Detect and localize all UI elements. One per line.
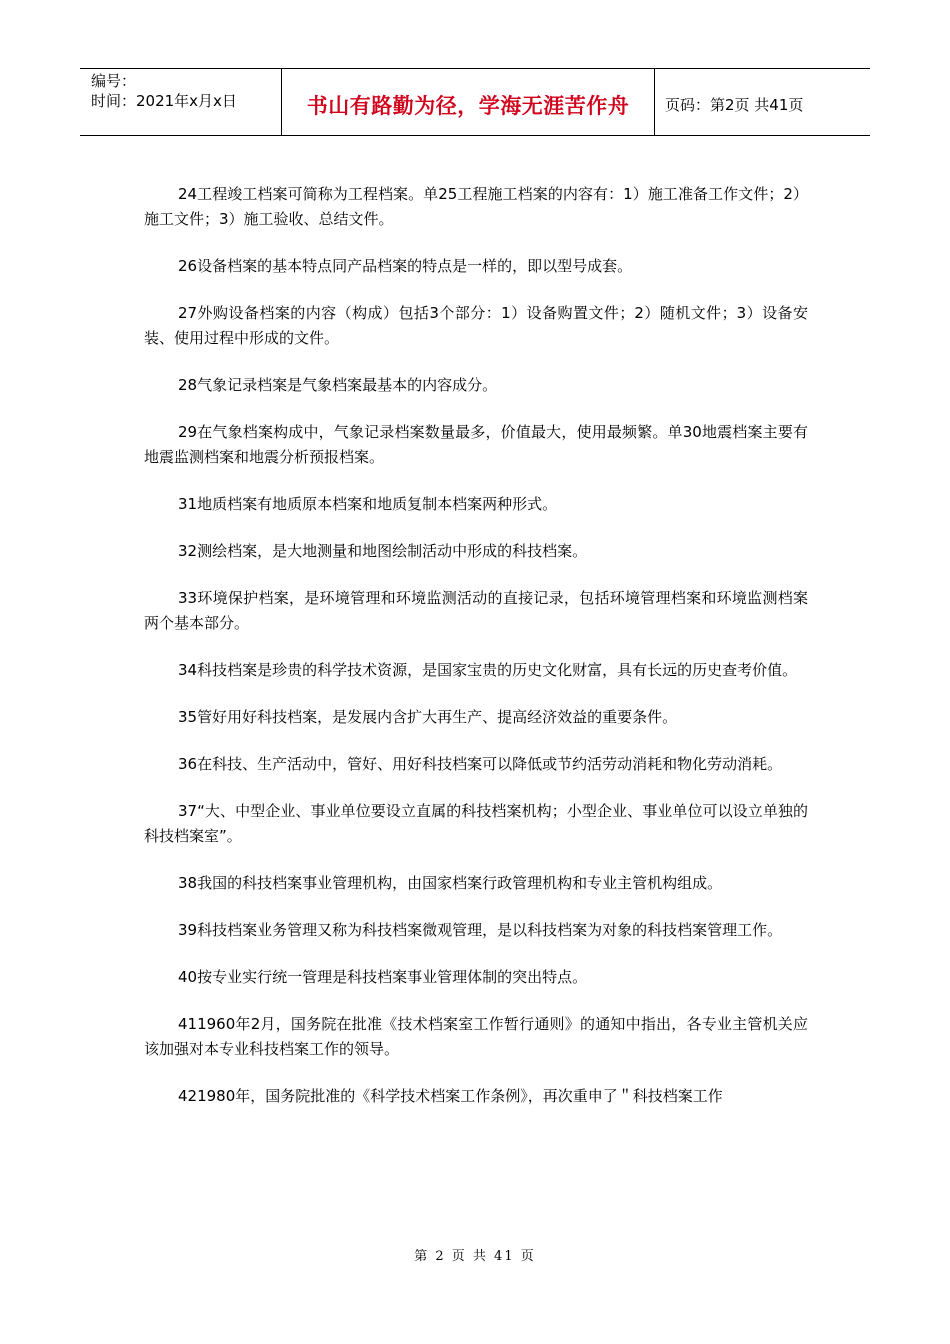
header-meta-cell [80, 69, 282, 135]
paragraph: 32测绘档案，是大地测量和地图绘制活动中形成的科技档案。 [178, 542, 588, 560]
document-body [144, 182, 808, 1131]
paragraph: 24工程竣工档案可简称为工程档案。单25工程施工档案的内容有：1）施工准备工作文件；2）施工文件；3）施工验收、总结文件。 [144, 185, 808, 228]
paragraph: 27外购设备档案的内容（构成）包括3个部分：1）设备购置文件；2）随机文件；3）设备安装、使用过程中形成的文件。 [144, 304, 808, 347]
paragraph: 35管好用好科技档案，是发展内含扩大再生产、提高经济效益的重要条件。 [178, 708, 678, 726]
paragraph: 36在科技、生产活动中，管好、用好科技档案可以降低或节约活劳动消耗和物化劳动消耗。 [178, 755, 783, 773]
header-page-cell [655, 69, 870, 135]
document-time-label: 时间：2021年x月x日 [91, 92, 237, 110]
document-number-label: 编号： [91, 72, 137, 90]
header-motto: 书山有路勤为径，学海无涯苦作舟 [306, 94, 630, 118]
footer-page-number: 第 2 页 共 41 页 [414, 1249, 536, 1264]
paragraph: 31地质档案有地质原本档案和地质复制本档案两种形式。 [178, 495, 558, 513]
header-page-label: 页码：第2页 共41页 [665, 95, 804, 114]
header-motto-cell [282, 69, 655, 135]
paragraph: 411960年2月，国务院在批准《技术档案室工作暂行通则》的通知中指出，各专业主管机关应该加强对本专业科技档案工作的领导。 [144, 1015, 808, 1058]
paragraph: 29在气象档案构成中，气象记录档案数量最多，价值最大，使用最频繁。单30地震档案主要有地震监测档案和地震分析预报档案。 [144, 423, 808, 466]
paragraph: 34科技档案是珍贵的科学技术资源，是国家宝贵的历史文化财富，具有长远的历史查考价值。 [178, 661, 798, 679]
page-footer [0, 1245, 950, 1264]
paragraph: 33环境保护档案，是环境管理和环境监测活动的直接记录，包括环境管理档案和环境监测档案两个基本部分。 [144, 589, 808, 632]
paragraph: 39科技档案业务管理又称为科技档案微观管理，是以科技档案为对象的科技档案管理工作。 [178, 921, 783, 939]
page-header [80, 68, 870, 136]
paragraph: 26设备档案的基本特点同产品档案的特点是一样的，即以型号成套。 [178, 257, 633, 275]
paragraph: 38我国的科技档案事业管理机构，由国家档案行政管理机构和专业主管机构组成。 [178, 874, 723, 892]
paragraph: 28气象记录档案是气象档案最基本的内容成分。 [178, 376, 498, 394]
paragraph: 37“大、中型企业、事业单位要设立直属的科技档案机构；小型企业、事业单位可以设立单独的科技档案室”。 [144, 802, 808, 845]
paragraph: 421980年，国务院批准的《科学技术档案工作条例》，再次重申了＂科技档案工作 [178, 1087, 723, 1105]
paragraph: 40按专业实行统一管理是科技档案事业管理体制的突出特点。 [178, 968, 588, 986]
